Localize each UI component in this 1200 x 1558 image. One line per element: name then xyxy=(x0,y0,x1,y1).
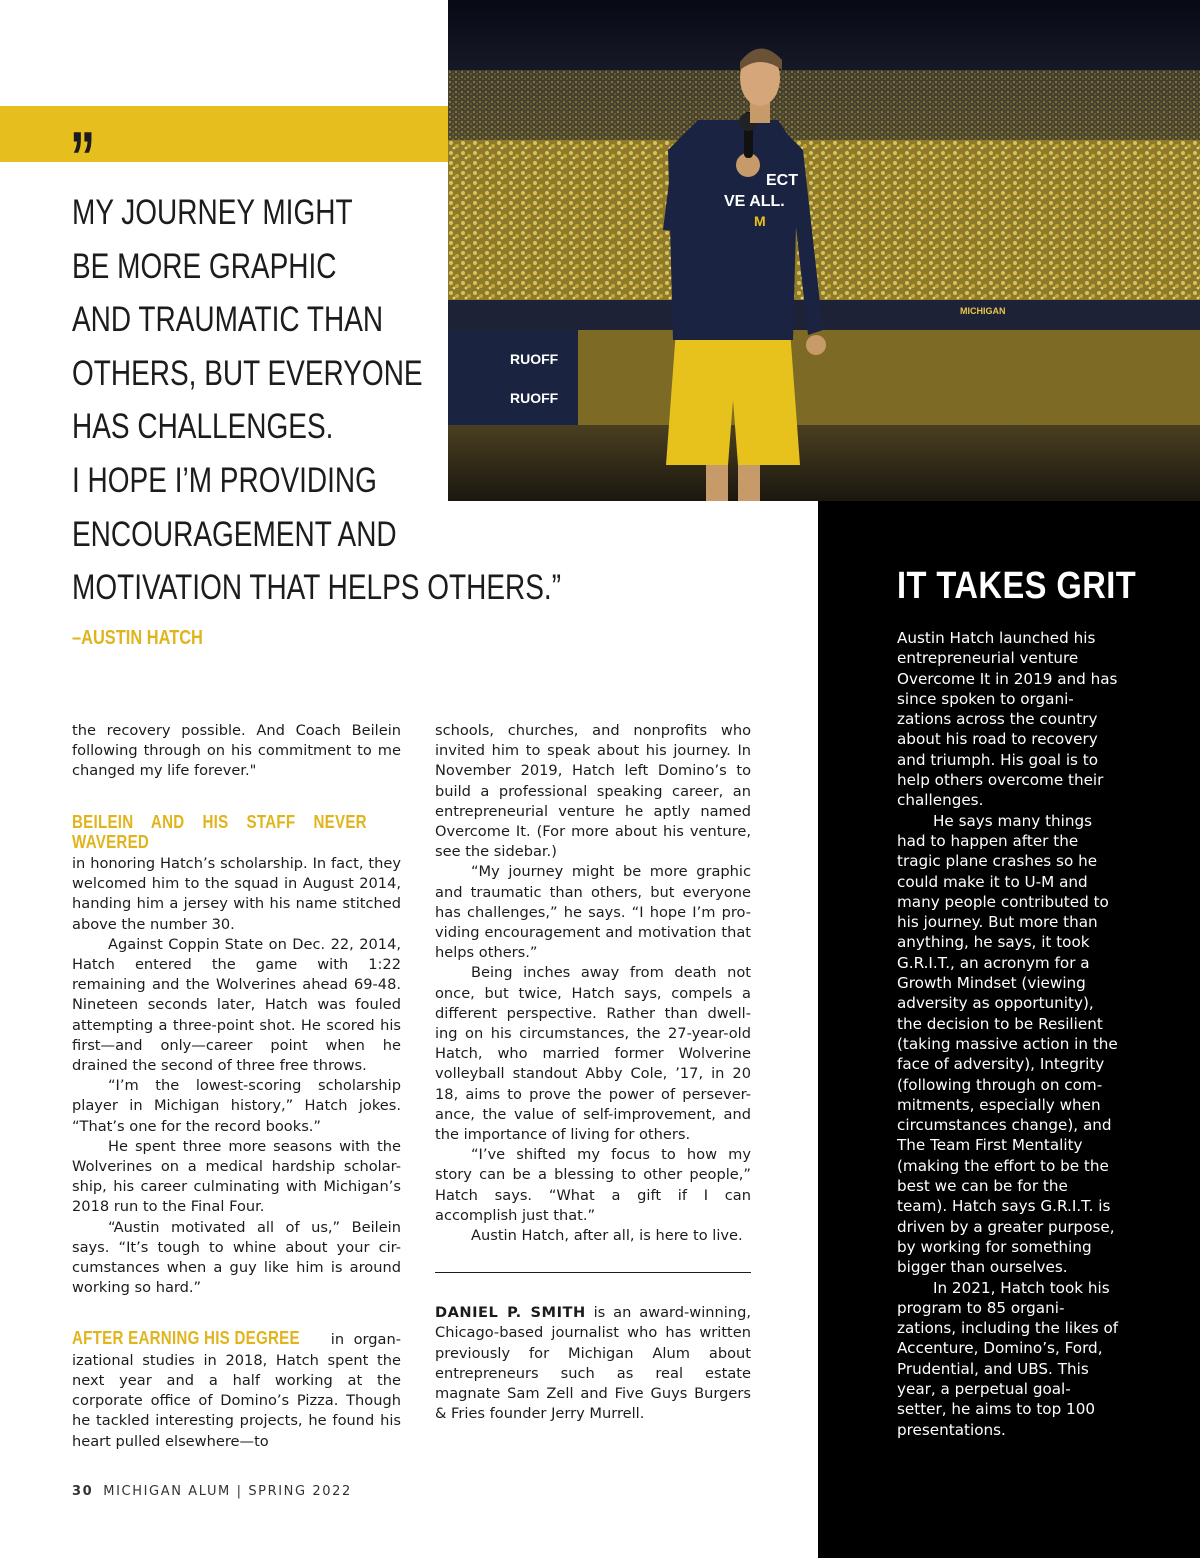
body-paragraph: the recovery possible. And Coach Beilein following through on his commitment to me changed my life forever." xyxy=(72,722,401,780)
body-paragraph: Being inches away from death not once, but twice, Hatch says, compels a different perspective. Rather than dwell- ing on his circumstances, the 27-year-old Hatch, who married former Wolverine volleyball standout Abby Cole, ’17, in 20 18, aims to prove the power of persever- ance, the value of self-improvement, and the importance of living for others. xyxy=(435,964,751,1144)
body-paragraph xyxy=(72,1328,401,1451)
publication-name: MICHIGAN ALUM | SPRING 2022 xyxy=(103,1484,352,1499)
grit-sidebar xyxy=(818,501,1200,1558)
pull-quote-line: HAS CHALLENGES. xyxy=(72,407,334,447)
body-paragraph: He spent three more seasons with the Wolverines on a medical hardship scholar- ship, his career culminating with Michigan’s 2018 run to the Final Four. xyxy=(72,1137,401,1216)
shirt-text-line-2: VE ALL. xyxy=(724,193,785,210)
pull-quote-line: MY JOURNEY MIGHT xyxy=(72,193,353,232)
block-m-logo: M xyxy=(754,213,766,229)
author-name: DANIEL P. SMITH xyxy=(435,1304,586,1322)
body-paragraph: Against Coppin State on Dec. 22, 2014, Hatch entered the game with 1:22 remaining and the Wolverines ahead 69-48. Nineteen seconds later, Hatch was fouled attempting a three-point shot. He scored his first—and only—career point when he drained the second of three free throws. xyxy=(72,935,401,1075)
body-paragraph: Austin Hatch, after all, is here to live. xyxy=(471,1227,743,1245)
section-subhead: AFTER EARNING HIS DEGREE xyxy=(72,1328,300,1349)
quote-accent-band xyxy=(0,106,448,162)
body-paragraph xyxy=(72,812,401,935)
pull-quote-line: MOTIVATION THAT HELPS OTHERS.” xyxy=(72,568,562,608)
page-number: 30 xyxy=(72,1484,94,1499)
body-paragraph: “My journey might be more graphic and traumatic than others, but everyone has challenges,” he says. “I hope I’m pro- viding encouragement and motivation that helps others.” xyxy=(435,863,751,962)
sidebar-body xyxy=(897,628,1119,1440)
austin-hatch-photo xyxy=(448,0,1200,501)
banner-text-2: RUOFF xyxy=(510,390,559,406)
photo-illustration xyxy=(448,0,1200,501)
pull-quote-mark: ” xyxy=(70,118,96,198)
pull-quote-line: ENCOURAGEMENT AND xyxy=(72,514,397,554)
pull-quote-line: AND TRAUMATIC THAN xyxy=(72,300,384,340)
byline-divider xyxy=(435,1272,751,1273)
author-bio: is an award-winning, Chicago-based journalist who has written previously for Michigan Alum about entrepreneurs such as real estate magnate Sam Zell and Five Guys Burgers & Fries founder Jerry Murrell. xyxy=(435,1304,751,1423)
author-byline xyxy=(435,1303,751,1424)
section-subhead: BEILEIN AND HIS STAFF NEVER WAVERED xyxy=(72,811,367,852)
body-column-2 xyxy=(435,721,751,1425)
paragraph-text: in organ- izational studies in 2018, Hatch spent the next year and a half working at the corporate office of Domino’s Pizza. Though he tackled interesting projects, he found his heart pulled elsewhere—to xyxy=(72,1331,401,1450)
sidebar-paragraph: In 2021, Hatch took his program to 85 organi- zations, including the likes of Accenture, Domino’s, Ford, Prudential, and UBS. This year, a perpetual goal-setter, he aims to top 100 presentations. xyxy=(897,1278,1119,1439)
sidebar-paragraph: He says many things had to happen after the tragic plane crashes so he could make it to U-M and many people contributed to his journey. But more than anything, he says, it took G.R.I.T., an acronym for a Growth Mindset (viewing adversity as opportunity), the decision to be Resilient (taking massive action in the face of adversity), Integrity (following through on com- mitments, especially when circumstances change), and The Team First Mentality (making the effort to be the best we can be for the team). Hatch says G.R.I.T. is driven by a greater purpose, by working for something bigger than ourselves. xyxy=(897,811,1118,1277)
pull-quote-line: OTHERS, BUT EVERYONE xyxy=(72,353,423,393)
body-paragraph: “I’m the lowest-scoring scholarship player in Michigan history,” Hatch jokes. “That’s one for the record books.” xyxy=(72,1077,401,1135)
scorer-table-text: MICHIGAN xyxy=(960,306,1006,316)
pull-quote-attribution: –AUSTIN HATCH xyxy=(72,627,203,649)
sidebar-paragraph: Austin Hatch launched his entrepreneurial venture Overcome It in 2019 and has since spoken to organi- zations across the country about his road to recovery and triumph. His goal is to help others overcome their challenges. xyxy=(897,629,1118,810)
pull-quote xyxy=(72,186,562,615)
pull-quote-line: I HOPE I’M PROVIDING xyxy=(72,460,377,500)
paragraph-text: in honoring Hatch’s scholarship. In fact, they welcomed him to the squad in August 2014, handing him a jersey with his name stitched above the number 30. xyxy=(72,855,401,933)
pull-quote-line: BE MORE GRAPHIC xyxy=(72,246,337,286)
banner-text-1: RUOFF xyxy=(510,351,559,367)
shirt-text-line-1: ECT xyxy=(766,172,798,189)
page-footer xyxy=(72,1484,352,1499)
sidebar-title: IT TAKES GRIT xyxy=(897,565,1137,607)
body-paragraph: “Austin motivated all of us,” Beilein says. “It’s tough to whine about your cir- cumstances when a guy like him is around working so hard.” xyxy=(72,1218,401,1297)
body-paragraph: “I’ve shifted my focus to how my story can be a blessing to other people,” Hatch says. “What a gift if I can accomplish just that.” xyxy=(435,1146,751,1224)
body-column-1 xyxy=(72,721,401,1452)
body-paragraph: schools, churches, and nonprofits who invited him to speak about his journey. In November 2019, Hatch left Domino’s to build a professional speaking career, an entrepreneurial venture he aptly named Overcome It. (For more about his venture, see the sidebar.) xyxy=(435,722,751,861)
